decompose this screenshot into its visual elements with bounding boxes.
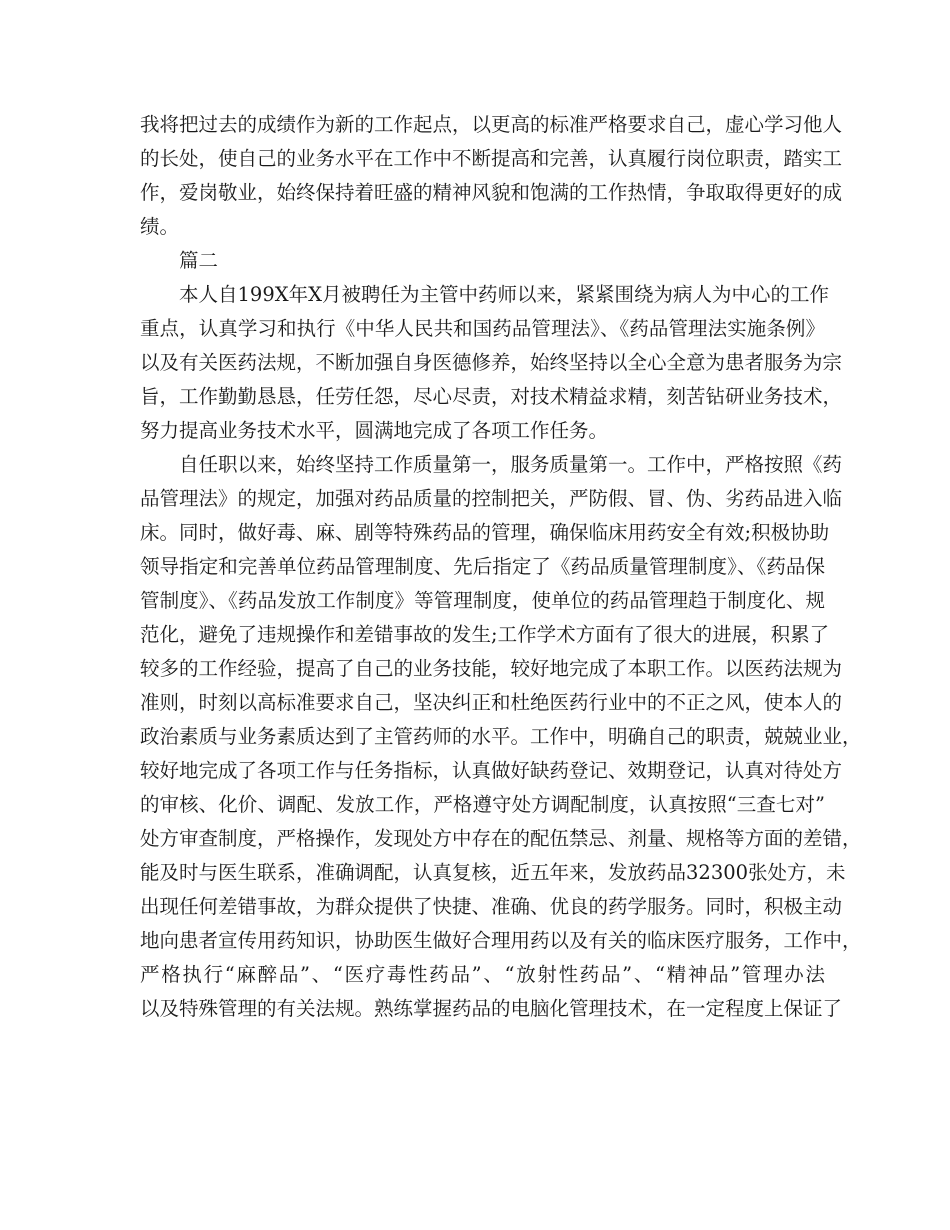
- text-line: 我将把过去的成绩作为新的工作起点，以更高的标准严格要求自己，虚心学习他人: [140, 113, 843, 136]
- text-line: 地向患者宣传用药知识，协助医生做好合理用药以及有关的临床医疗服务，工作中，: [140, 929, 862, 952]
- text-line: 品管理法》的规定，加强对药品质量的控制把关，严防假、冒、伪、劣药品进入临: [140, 487, 843, 510]
- text-line: 努力提高业务技术水平，圆满地完成了各项工作任务。: [140, 419, 609, 442]
- text-line: 范化，避免了违规操作和差错事故的发生;工作学术方面有了很大的进展，积累了: [140, 623, 830, 646]
- text-line: 较好地完成了各项工作与任务指标，认真做好缺药登记、效期登记，认真对待处方: [140, 759, 843, 782]
- text-line: 旨，工作勤勤恳恳，任劳任怨，尽心尽责，对技术精益求精，刻苦钻研业务技术，: [140, 385, 843, 408]
- text-line: 以及有关医药法规，不断加强自身医德修养，始终坚持以全心全意为患者服务为宗: [140, 351, 843, 374]
- text-line: 的长处，使自己的业务水平在工作中不断提高和完善，认真履行岗位职责，踏实工: [140, 147, 843, 170]
- text-line: 本人自199X年X月被聘任为主管中药师以来，紧紧围绕为病人为中心的工作: [179, 283, 829, 306]
- text-line: 准则，时刻以高标准要求自己，坚决纠正和杜绝医药行业中的不正之风，使本人的: [140, 691, 843, 714]
- text-line: 政治素质与业务素质达到了主管药师的水平。工作中，明确自己的职责，兢兢业业，: [140, 725, 862, 748]
- text-line: 较多的工作经验，提高了自己的业务技能，较好地完成了本职工作。以医药法规为: [140, 657, 843, 680]
- text-line: 处方审查制度，严格操作，发现处方中存在的配伍禁忌、剂量、规格等方面的差错，: [140, 827, 862, 850]
- text-line: 自任职以来，始终坚持工作质量第一，服务质量第一。工作中，严格按照《药: [179, 453, 843, 476]
- text-line: 以及特殊管理的有关法规。熟练掌握药品的电脑化管理技术，在一定程度上保证了: [140, 997, 843, 1020]
- text-line: 篇二: [179, 249, 219, 272]
- text-line: 的审核、化价、调配、发放工作，严格遵守处方调配制度，认真按照“三查七对”: [140, 793, 825, 816]
- text-line: 管制度》、《药品发放工作制度》等管理制度，使单位的药品管理趋于制度化、规: [140, 589, 825, 612]
- text-line: 作，爱岗敬业，始终保持着旺盛的精神风貌和饱满的工作热情，争取取得更好的成: [140, 181, 843, 204]
- text-line: 出现任何差错事故，为群众提供了快捷、准确、优良的药学服务。同时，积极主动: [140, 895, 843, 918]
- text-line: 领导指定和完善单位药品管理制度、先后指定了《药品质量管理制度》、《药品保: [140, 555, 825, 578]
- paragraph: [140, 278, 843, 448]
- text-line: 床。同时，做好毒、麻、剧等特殊药品的管理，确保临床用药安全有效;积极协助: [140, 521, 830, 544]
- text-line: 绩。: [140, 215, 180, 238]
- paragraph: [140, 448, 862, 1026]
- text-line: 能及时与医生联系，准确调配，认真复核，近五年来，发放药品32300张处方，未: [140, 861, 846, 884]
- text-line: 严格执行“麻醉品”、“医疗毒性药品”、“放射性药品”、“精神品”管理办法: [140, 963, 825, 986]
- paragraph: [140, 108, 843, 244]
- text-line: 重点，认真学习和执行《中华人民共和国药品管理法》、《药品管理法实施条例》: [140, 317, 825, 340]
- paragraph: [140, 244, 825, 278]
- document-body: [140, 108, 862, 1026]
